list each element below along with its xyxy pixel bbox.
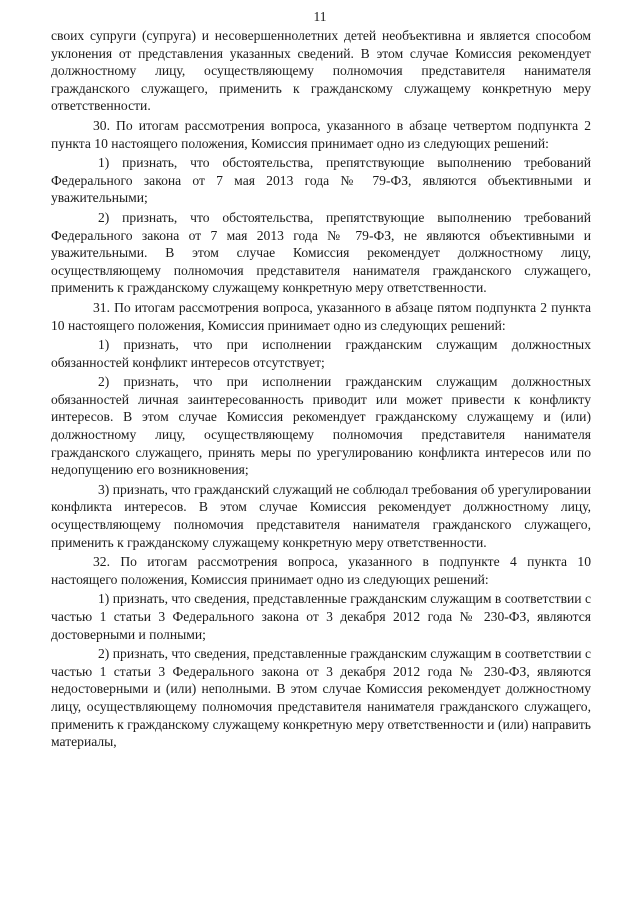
paragraph-continuation: своих супруги (супруга) и несовершеннолетних детей необъективна и является способом уклонения от представления указанных сведений. В этом случае Комиссия рекомендует должностному лицу, осуществляющему полномочия представителя нанимателя гражданского служащего, применить к гражданскому служащему конкретную меру ответственности.	[51, 28, 591, 114]
paragraph-31-item-2: 2) признать, что при исполнении гражданским служащим должностных обязанностей личная заинтересованность приводит или может привести к конфликту интересов. В этом случае Комиссия рекомендует гражданскому служащему и (или) должностному лицу, осуществляющему полномочия представителя нанимателя гражданского служащего, принять меры по урегулированию конфликта интересов или по недопущению его возникновения;	[51, 374, 591, 478]
paragraph-30: 30. По итогам рассмотрения вопроса, указанного в абзаце четвертом подпункта 2 пункта 10 настоящего положения, Комиссия принимает одно из следующих решений:	[51, 117, 591, 151]
paragraph-32-item-2: 2) признать, что сведения, представленные гражданским служащим в соответствии с частью 1 статьи 3 Федерального закона от 3 декабря 2012 года № 230-ФЗ, являются недостоверными и (или) неполными. В этом случае Комиссия рекомендует должностному лицу, осуществляющему полномочия представителя нанимателя гражданского служащего, применить к гражданскому служащему конкретную меру ответственности и (или) направить материалы,	[51, 646, 591, 750]
paragraph-32: 32. По итогам рассмотрения вопроса, указанного в подпункте 4 пункта 10 настоящего положения, Комиссия принимает одно из следующих решений:	[51, 554, 591, 587]
document-body	[51, 27, 591, 753]
paragraph-31-item-1: 1) признать, что при исполнении гражданским служащим должностных обязанностей конфликт интересов отсутствует;	[51, 337, 591, 370]
page-number: 11	[313, 9, 327, 24]
paragraph-31-item-3: 3) признать, что гражданский служащий не соблюдал требования об урегулировании конфликта интересов. В этом случае Комиссия рекомендует должностному лицу, осуществляющему полномочия представителя нанимателя гражданского служащего, применить к гражданскому служащему конкретную меру ответственности.	[51, 481, 592, 550]
paragraph-32-item-1: 1) признать, что сведения, представленные гражданским служащим в соответствии с частью 1 статьи 3 Федерального закона от 3 декабря 2012 года № 230-ФЗ, являются достоверными и полными;	[51, 591, 591, 642]
paragraph-30-item-1: 1) признать, что обстоятельства, препятствующие выполнению требований Федерального закона от 7 мая 2013 года № 79-ФЗ, являются объективными и уважительными;	[51, 155, 591, 206]
paragraph-30-item-2: 2) признать, что обстоятельства, препятствующие выполнению требований Федерального закона от 7 мая 2013 года № 79-ФЗ, не являются объективными и уважительными. В этом случае Комиссия рекомендует должностному лицу, осуществляющему полномочия представителя нанимателя гражданского служащего, применить к гражданскому служащему конкретную меру ответственности.	[51, 209, 591, 296]
paragraph-31: 31. По итогам рассмотрения вопроса, указанного в абзаце пятом подпункта 2 пункта 10 настоящего положения, Комиссия принимает одно из следующих решений:	[51, 299, 591, 333]
